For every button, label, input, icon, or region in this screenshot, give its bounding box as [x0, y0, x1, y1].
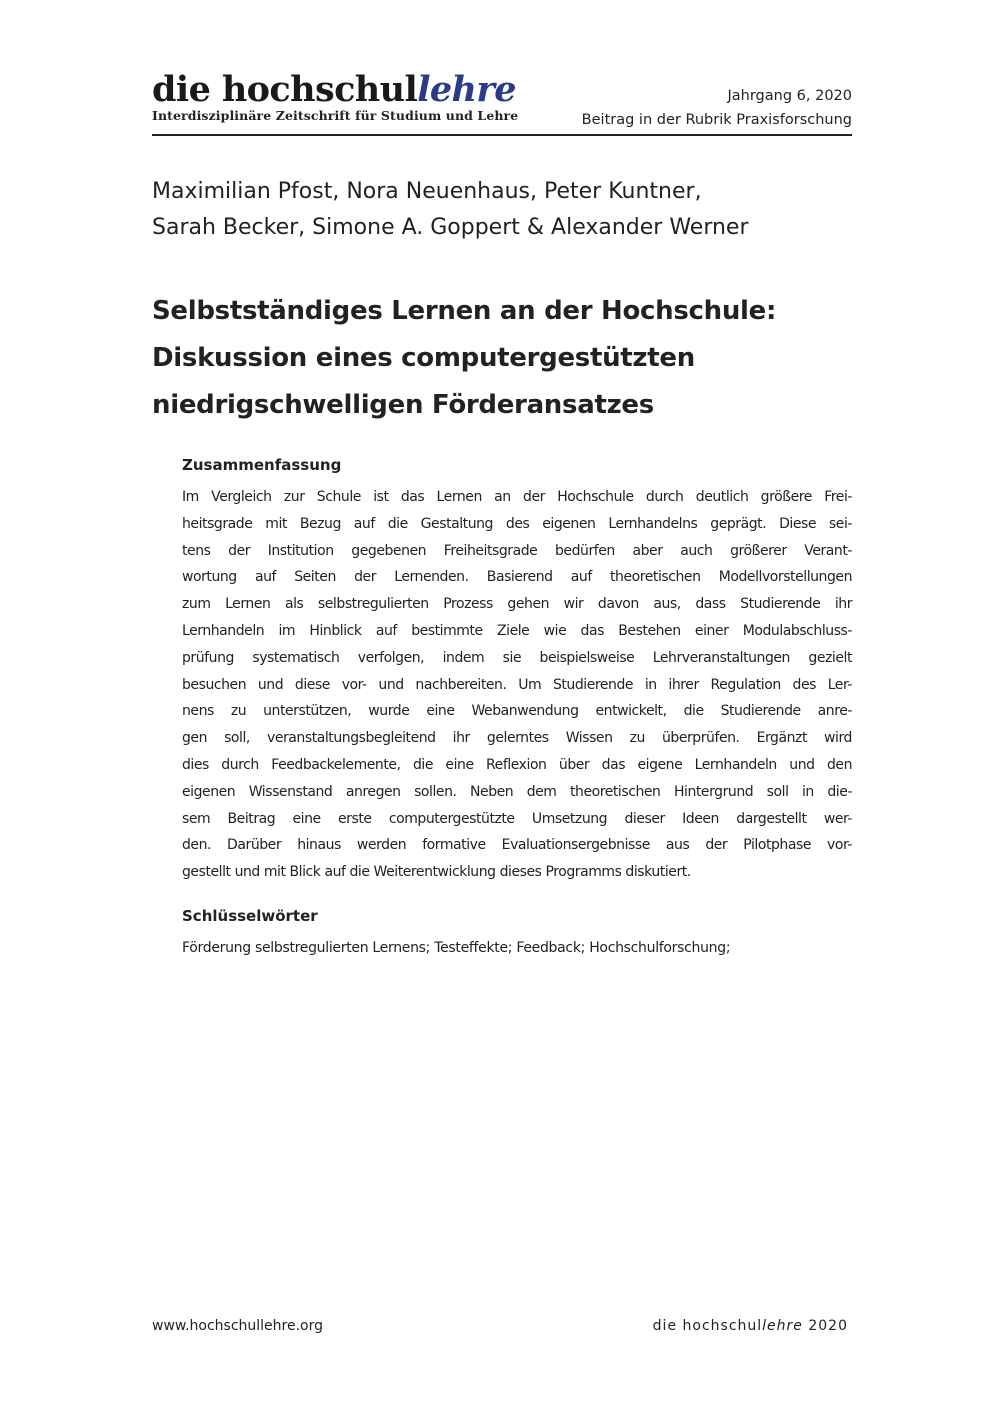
abstract-line: nens zu unterstützen, wurde eine Webanwendung entwickelt, die Studierende anre-: [182, 703, 852, 720]
journal-logo: [152, 70, 516, 110]
abstract-line: gen soll, veranstaltungsbegleitend ihr gelerntes Wissen zu überprüfen. Ergänzt wird: [182, 730, 852, 747]
keywords-text: Förderung selbstregulierten Lernens; Testeffekte; Feedback; Hochschulforschung;: [182, 940, 731, 956]
journal-name-plain: die hochschul: [152, 69, 418, 110]
abstract-line: wortung auf Seiten der Lernenden. Basierend auf theoretischen Modellvorstellungen: [182, 569, 852, 586]
title-line: Selbstständiges Lernen an der Hochschule:: [152, 296, 777, 326]
abstract-line: gestellt und mit Blick auf die Weiterentwicklung dieses Programms diskutiert.: [182, 864, 691, 881]
abstract-line: besuchen und diese vor- und nachbereiten. Um Studierende in ihrer Regulation des Ler-: [182, 676, 852, 693]
abstract-line: Lernhandeln im Hinblick auf bestimmte Ziele wie das Bestehen einer Modulabschluss-: [182, 622, 852, 639]
footer-journal: [653, 1316, 848, 1336]
abstract-line: heitsgrade mit Bezug auf die Gestaltung des eigenen Lernhandelns geprägt. Diese sei-: [182, 515, 852, 532]
author-line: Sarah Becker, Simone A. Goppert & Alexander Werner: [152, 215, 749, 240]
abstract-line: sem Beitrag eine erste computergestützte Umsetzung dieser Ideen dargestellt wer-: [182, 810, 852, 827]
title-line: niedrigschwelligen Förderansatzes: [152, 390, 654, 420]
article-title: [152, 288, 852, 429]
abstract-line: Im Vergleich zur Schule ist das Lernen an der Hochschule durch deutlich größere Frei-: [182, 489, 852, 505]
volume-label: Jahrgang 6, 2020: [727, 88, 852, 104]
author-line: Maximilian Pfost, Nora Neuenhaus, Peter Kuntner,: [152, 179, 702, 204]
abstract-line: prüfung systematisch verfolgen, indem sie beispielsweise Lehrveranstaltungen gezielt: [182, 649, 852, 666]
journal-header: [152, 66, 852, 136]
abstract-line: den. Darüber hinaus werden formative Evaluationsergebnisse aus der Pilotphase vor-: [182, 837, 852, 854]
abstract-line: tens der Institution gegebenen Freiheitsgrade bedürfen aber auch größerer Verant-: [182, 542, 852, 559]
abstract-line: dies durch Feedbackelemente, die eine Reflexion über das eigene Lernhandeln und den: [182, 756, 852, 773]
journal-subtitle: Interdisziplinäre Zeitschrift für Studium und Lehre: [152, 108, 519, 123]
journal-name-accent: lehre: [417, 69, 516, 110]
footer-url: www.hochschullehre.org: [152, 1318, 324, 1334]
rubric-label: Beitrag in der Rubrik Praxisforschung: [581, 112, 852, 128]
issue-info: [582, 84, 852, 132]
keywords-heading: Schlüsselwörter: [182, 907, 318, 925]
footer-year: 2020: [802, 1318, 848, 1334]
abstract-heading: Zusammenfassung: [182, 456, 342, 474]
author-list: [152, 174, 852, 246]
title-line: Diskussion eines computergestützten: [152, 343, 695, 373]
abstract-line: eigenen Wissenstand anregen sollen. Neben dem theoretischen Hintergrund soll in die-: [182, 783, 852, 800]
abstract-body: [182, 484, 852, 886]
footer-journal-plain: die hochschul: [652, 1318, 763, 1334]
abstract-line: zum Lernen als selbstregulierten Prozess gehen wir davon aus, dass Studierende ihr: [182, 596, 852, 613]
footer-journal-accent: lehre: [762, 1318, 803, 1334]
